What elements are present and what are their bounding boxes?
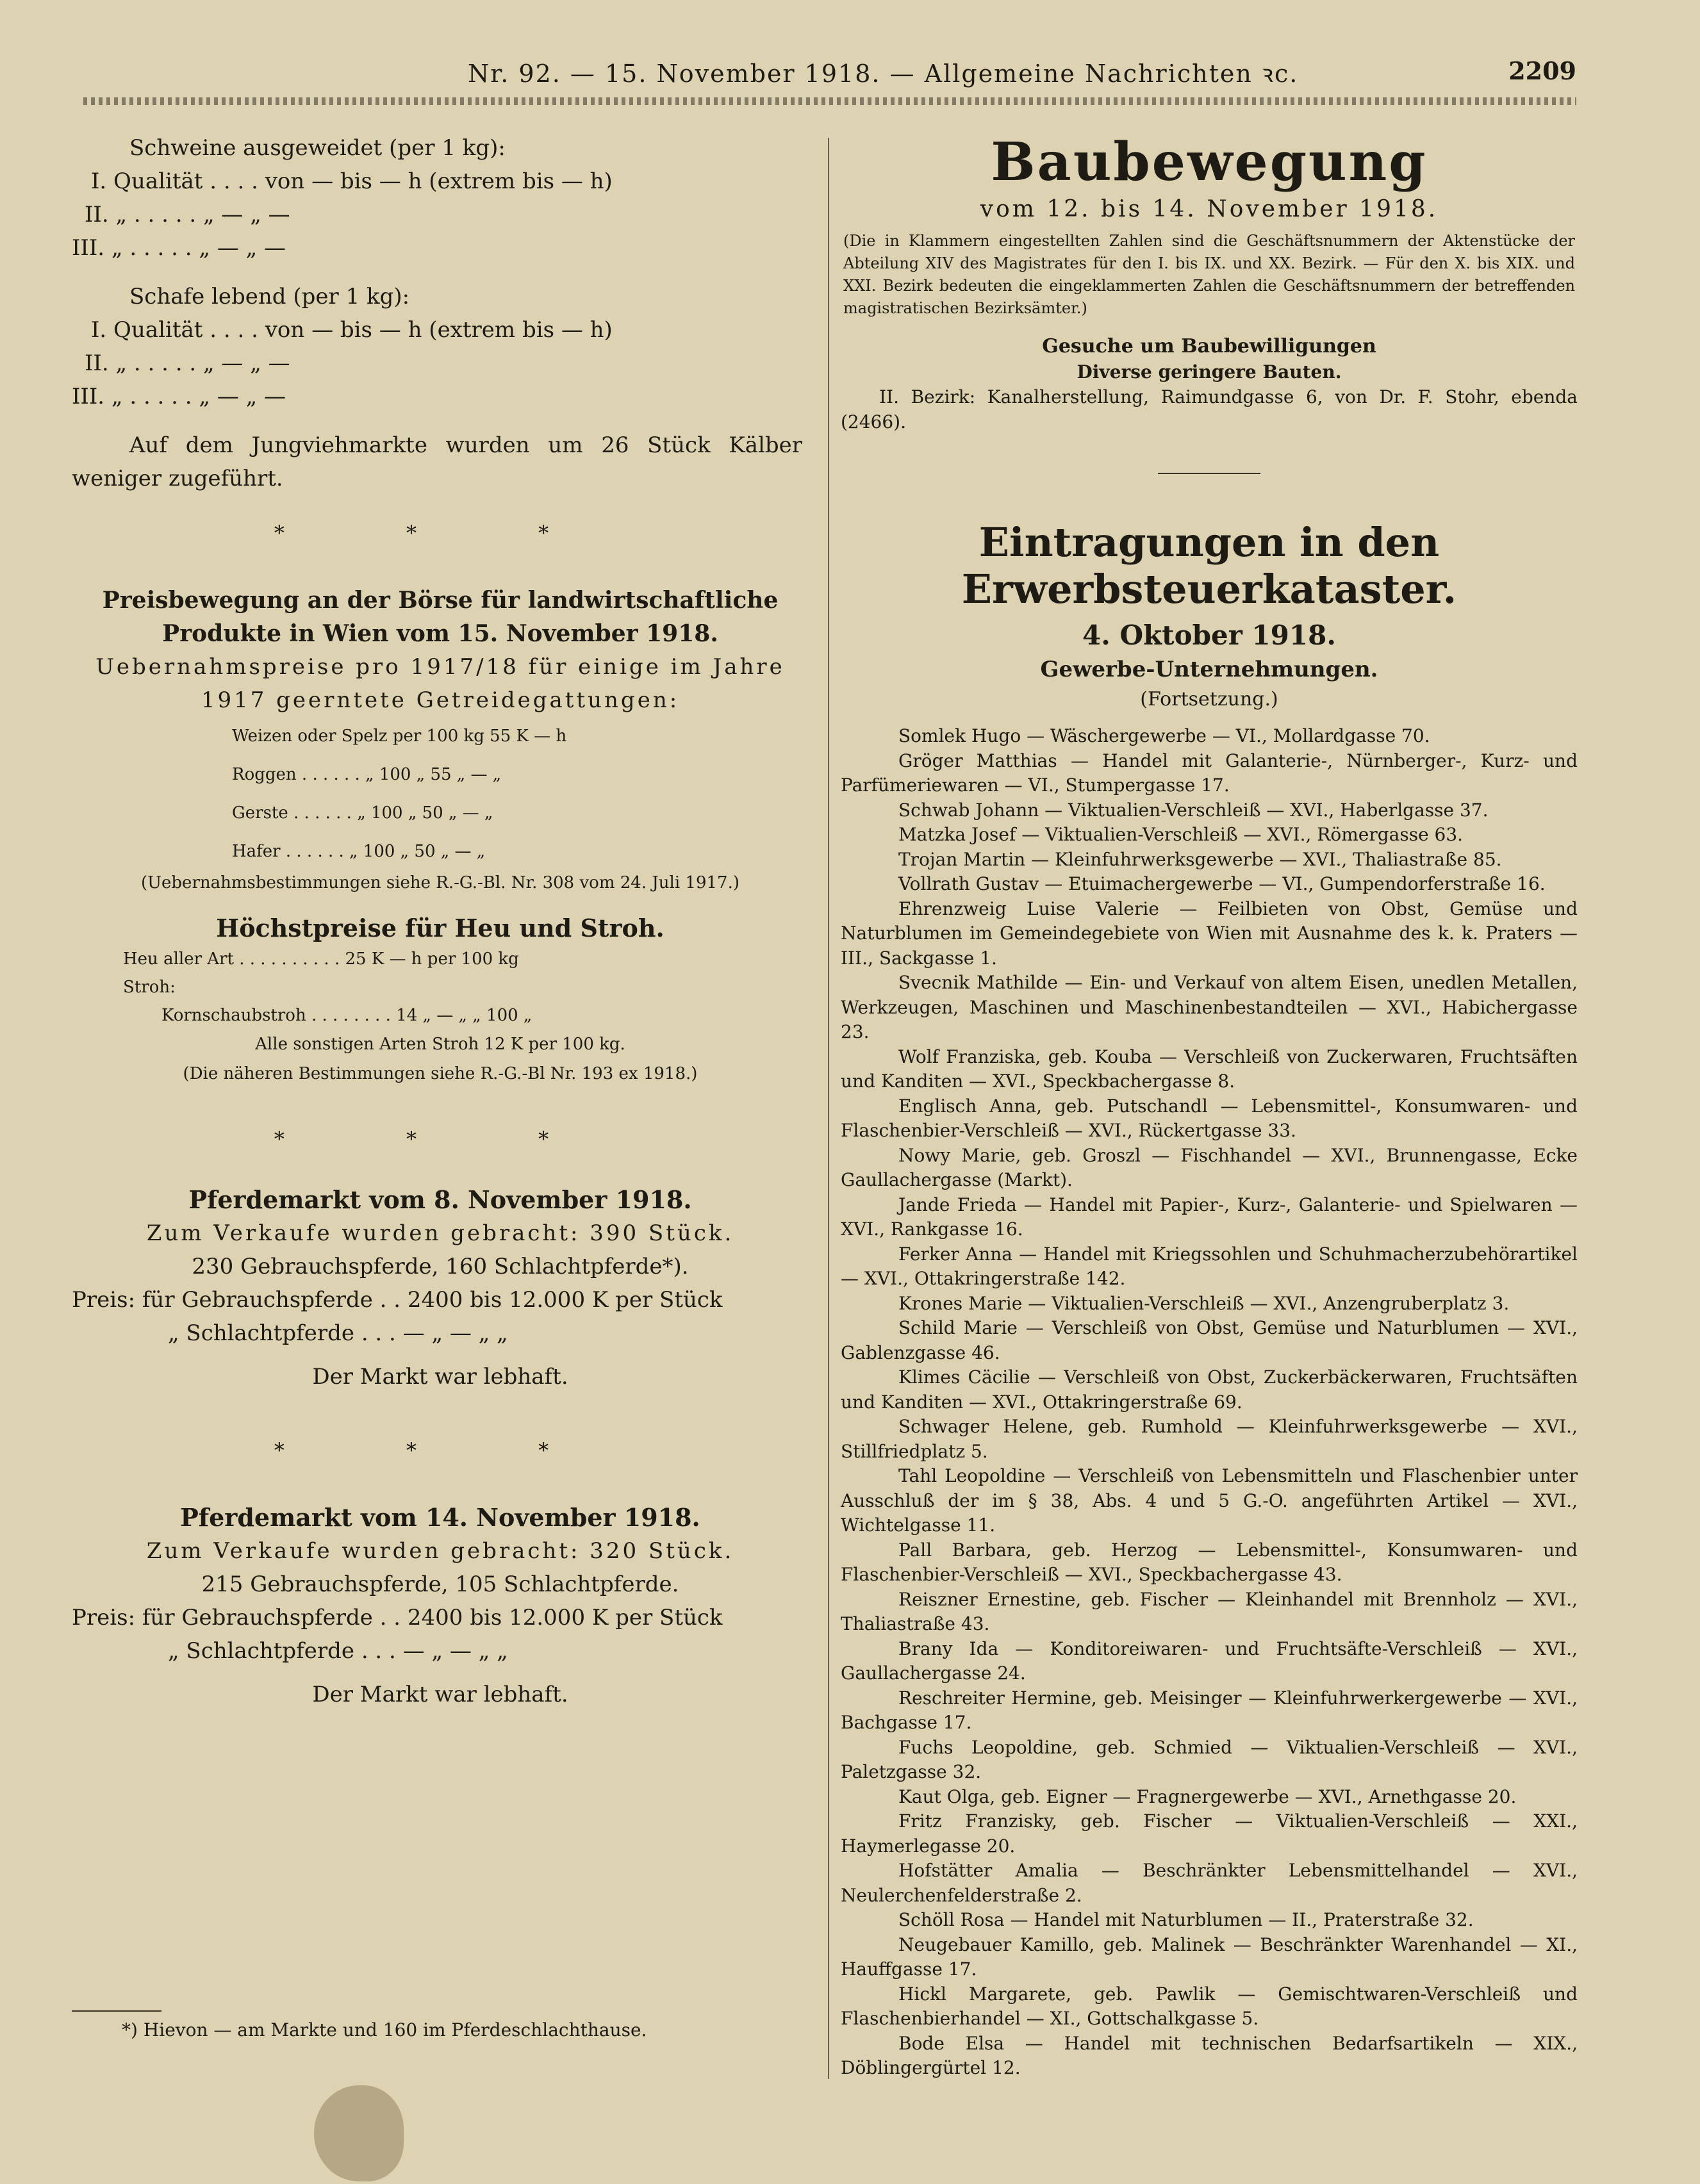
eintragung-entry: Klimes Cäcilie — Verschleiß von Obst, Zuckerbäckerwaren, Fruchtsäften und Kanditen — XVI., Ottakringerstraße 69. <box>841 1367 1578 1413</box>
jungvieh-text: Auf dem Jungviehmarkte wurden um 26 Stück Kälber weniger zugeführt. <box>72 432 802 491</box>
eintragung-entry: Gröger Matthias — Handel mit Galanterie-, Nürnberger-, Kurz- und Parfümeriewaren — VI., Stumpergasse 17. <box>841 750 1578 796</box>
baubewegung-date: vom 12. bis 14. November 1918. <box>980 196 1439 222</box>
eintragung-entry: Fritz Franzisky, geb. Fischer — Viktualien-Verschleiß — XXI., Haymerlegasse 20. <box>841 1810 1578 1857</box>
schweine-row: I. Qualität . . . . von — bis — h (extrem bis — h) <box>91 168 613 194</box>
schafe-row: III. „ . . . . . „ — „ — <box>72 384 286 409</box>
heu-line: Alle sonstigen Arten Stroh 12 K per 100 kg. <box>255 1035 625 1054</box>
eintragung-entry: Somlek Hugo — Wäschergewerbe — VI., Mollardgasse 70. <box>898 725 1430 746</box>
baubewegung-note: (Die in Klammern eingestellten Zahlen sind die Geschäftsnummern der Aktenstücke der Abteilung XIV des Magistrates für den I. bis IX. und XX. Bezirk. — Für den X. bis XIX. und XXI. Bezirk bedeuten die eingeklammerten Zahlen die Geschäftsnummern der betreffenden magistratischen Bezirksämter.) <box>843 232 1575 317</box>
eintragung-entry: Ehrenzweig Luise Valerie — Feilbieten von Obst, Gemüse und Naturblumen im Gemeindegebiete von Wien mit Ausnahme des k. k. Praters — III., Sackgasse 1. <box>841 898 1578 969</box>
pferdemarkt-preis: Preis: für Gebrauchspferde . . 2400 bis 12.000 K per Stück <box>72 1287 723 1313</box>
schafe-row: II. „ . . . . . „ — „ — <box>85 350 290 376</box>
boerse-row: Weizen oder Spelz per 100 kg 55 K — h <box>232 727 567 746</box>
pferdemarkt-preis: Preis: für Gebrauchspferde . . 2400 bis 12.000 K per Stück <box>72 1605 723 1630</box>
eintragung-entry: Svecnik Mathilde — Ein- und Verkauf von altem Eisen, unedlen Metallen, Werkzeugen, Maschinen und Maschinenbestandteilen — XVI., Habichergasse 23. <box>841 972 1578 1042</box>
bau-entry: II. Bezirk: Kanalherstellung, Raimundgasse 6, von Dr. F. Stohr, ebenda (2466). <box>841 386 1578 432</box>
schweine-row: II. „ . . . . . „ — „ — <box>85 202 290 227</box>
heu-row: Kornschaubstroh . . . . . . . . 14 „ — „ „ 100 „ <box>161 1006 532 1025</box>
baubewegung-title: Baubewegung <box>991 131 1428 193</box>
eintragung-entry: Hickl Margarete, geb. Pawlik — Gemischtwaren-Verschleiß und Flaschenbierhandel — XI., Gottschalkgasse 5. <box>841 1983 1578 2029</box>
eintragung-entry: Schild Marie — Verschleiß von Obst, Gemüse und Naturblumen — XVI., Gablenzgasse 46. <box>841 1317 1578 1363</box>
eintragung-entry: Wolf Franziska, geb. Kouba — Verschleiß von Zuckerwaren, Fruchtsäften und Kanditen — XVI., Speckbachergasse 8. <box>841 1046 1578 1092</box>
eintragungen-sub: Gewerbe-Unternehmungen. <box>1040 657 1378 682</box>
boerse-row: Hafer . . . . . . „ 100 „ 50 „ — „ <box>232 842 486 861</box>
pferdemarkt-markt: Der Markt war lebhaft. <box>312 1364 568 1390</box>
separator-stars: * * * <box>274 1438 607 1463</box>
pferdemarkt-title: Pferdemarkt vom 8. November 1918. <box>188 1185 692 1214</box>
eintragung-entry: Matzka Josef — Viktualien-Verschleiß — XVI., Römergasse 63. <box>898 824 1464 845</box>
pferdemarkt-line: Zum Verkaufe wurden gebracht: 320 Stück. <box>146 1538 734 1564</box>
eintragung-entry: Neugebauer Kamillo, geb. Malinek — Beschränkter Warenhandel — XI., Hauffgasse 17. <box>841 1934 1578 1980</box>
eintragung-entry: Trojan Martin — Kleinfuhrwerksgewerbe — XVI., Thaliastraße 85. <box>898 848 1502 870</box>
page-header <box>83 56 1576 101</box>
page-number: 2209 <box>1508 56 1576 85</box>
schweine-heading: Schweine ausgeweidet (per 1 kg): <box>129 135 506 161</box>
eintragung-entry: Tahl Leopoldine — Verschleiß von Lebensmitteln und Flaschenbier unter Ausschluß der im § 38, Abs. 4 und 5 G.-O. angeführten Artikel — XVI., Wichtelgasse 11. <box>841 1465 1578 1536</box>
pferdemarkt-title: Pferdemarkt vom 14. November 1918. <box>180 1503 700 1532</box>
footnote-rule <box>72 2010 161 2012</box>
left-column <box>72 131 809 1711</box>
right-column <box>841 131 1578 2081</box>
boerse-subtitle: 1917 geerntete Getreidegattungen: <box>201 687 680 713</box>
header-rule <box>83 97 1576 105</box>
eintragung-entry: Jande Frieda — Handel mit Papier-, Kurz-, Galanterie- und Spielwaren — XVI., Rankgasse 16. <box>841 1194 1578 1240</box>
schafe-heading: Schafe lebend (per 1 kg): <box>129 284 410 309</box>
eintragung-entry: Ferker Anna — Handel mit Kriegssohlen und Schuhmacherzubehörartikel — XVI., Ottakringerstraße 142. <box>841 1243 1578 1289</box>
pferdemarkt-line: 215 Gebrauchspferde, 105 Schlachtpferde. <box>201 1572 679 1597</box>
eintragungen-date: 4. Oktober 1918. <box>1082 620 1336 651</box>
gesuche-heading: Gesuche um Baubewilligungen <box>1042 335 1376 357</box>
eintragung-entry: Krones Marie — Viktualien-Verschleiß — XVI., Anzengruberplatz 3. <box>898 1292 1510 1314</box>
boerse-subtitle: Uebernahmspreise pro 1917/18 für einige im Jahre <box>95 654 785 680</box>
eintragung-entry: Reiszner Ernestine, geb. Fischer — Kleinhandel mit Brennholz — XVI., Thaliastraße 43. <box>841 1588 1578 1634</box>
eintragung-entry: Bode Elsa — Handel mit technischen Bedarfsartikeln — XIX., Döblingergürtel 12. <box>841 2032 1578 2078</box>
eintragung-entry: Schwab Johann — Viktualien-Verschleiß — XVI., Haberlgasse 37. <box>898 799 1489 821</box>
footnote: *) Hievon — am Markte und 160 im Pferdeschlachthause. <box>122 2019 647 2040</box>
heu-row: Stroh: <box>123 978 176 997</box>
pferdemarkt-preis: „ Schlachtpferde . . . — „ — „ „ <box>168 1320 508 1346</box>
eintragung-entry: Vollrath Gustav — Etuimachergewerbe — VI., Gumpendorferstraße 16. <box>898 873 1546 894</box>
boerse-title: Preisbewegung an der Börse für landwirtschaftliche <box>102 587 779 614</box>
eintragung-entry: Hofstätter Amalia — Beschränkter Lebensmittelhandel — XVI., Neulerchenfelderstraße 2. <box>841 1860 1578 1906</box>
eintragung-entry: Pall Barbara, geb. Herzog — Lebensmittel-, Konsumwaren- und Flaschenbier-Verschleiß — XVI., Speckbachergasse 43. <box>841 1539 1578 1585</box>
boerse-row: Gerste . . . . . . „ 100 „ 50 „ — „ <box>232 803 493 823</box>
pferdemarkt-line: Zum Verkaufe wurden gebracht: 390 Stück. <box>146 1220 734 1246</box>
heu-note: (Die näheren Bestimmungen siehe R.-G.-Bl Nr. 193 ex 1918.) <box>183 1064 698 1083</box>
heu-row: Heu aller Art . . . . . . . . . . 25 K — h per 100 kg <box>123 949 519 969</box>
eintragung-entry: Brany Ida — Konditoreiwaren- und Fruchtsäfte-Verschleiß — XVI., Gaullachergasse 24. <box>841 1638 1578 1684</box>
eintragung-entry: Schwager Helene, geb. Rumhold — Kleinfuhrwerksgewerbe — XVI., Stillfriedplatz 5. <box>841 1416 1578 1462</box>
eintragung-entry: Nowy Marie, geb. Groszl — Fischhandel — XVI., Brunnengasse, Ecke Gaullachergasse (Markt). <box>841 1144 1578 1190</box>
pferdemarkt-preis: „ Schlachtpferde . . . — „ — „ „ <box>168 1638 508 1664</box>
eintragung-entry: Schöll Rosa — Handel mit Naturblumen — II., Praterstraße 32. <box>898 1909 1474 1930</box>
boerse-title: Produkte in Wien vom 15. November 1918. <box>162 620 718 647</box>
schafe-row: I. Qualität . . . . von — bis — h (extrem bis — h) <box>91 317 613 343</box>
eintragung-entry: Kaut Olga, geb. Eigner — Fragnergewerbe — XVI., Arnethgasse 20. <box>898 1786 1517 1807</box>
eintragungen-list <box>841 724 1578 2081</box>
heu-title: Höchstpreise für Heu und Stroh. <box>216 914 664 942</box>
eintragung-entry: Reschreiter Hermine, geb. Meisinger — Kleinfuhrwerkergewerbe — XVI., Bachgasse 17. <box>841 1687 1578 1733</box>
eintragung-entry: Fuchs Leopoldine, geb. Schmied — Viktualien-Verschleiß — XVI., Paletzgasse 32. <box>841 1736 1578 1782</box>
paper-stain <box>314 2085 404 2181</box>
header-title: Nr. 92. — 15. November 1918. — Allgemeine Nachrichten ꝛc. <box>468 60 1299 88</box>
eintragung-entry: Englisch Anna, geb. Putschandl — Lebensmittel-, Konsumwaren- und Flaschenbier-Verschleiß — XVI., Rückertgasse 33. <box>841 1095 1578 1141</box>
pferdemarkt-line: 230 Gebrauchspferde, 160 Schlachtpferde*). <box>192 1254 689 1279</box>
schweine-row: III. „ . . . . . „ — „ — <box>72 235 286 261</box>
separator-stars: * * * <box>274 1127 607 1151</box>
boerse-note: (Uebernahmsbestimmungen siehe R.-G.-Bl. Nr. 308 vom 24. Juli 1917.) <box>140 873 740 892</box>
eintragungen-cont: (Fortsetzung.) <box>1140 688 1278 710</box>
boerse-row: Roggen . . . . . . „ 100 „ 55 „ — „ <box>232 765 502 784</box>
column-divider <box>828 138 829 2079</box>
diverse-heading: Diverse geringere Bauten. <box>1077 361 1342 382</box>
eintragungen-title: Eintragungen in den Erwerbsteuerkataster. <box>961 519 1457 612</box>
pferdemarkt-markt: Der Markt war lebhaft. <box>312 1682 568 1707</box>
separator-stars: * * * <box>274 521 607 545</box>
